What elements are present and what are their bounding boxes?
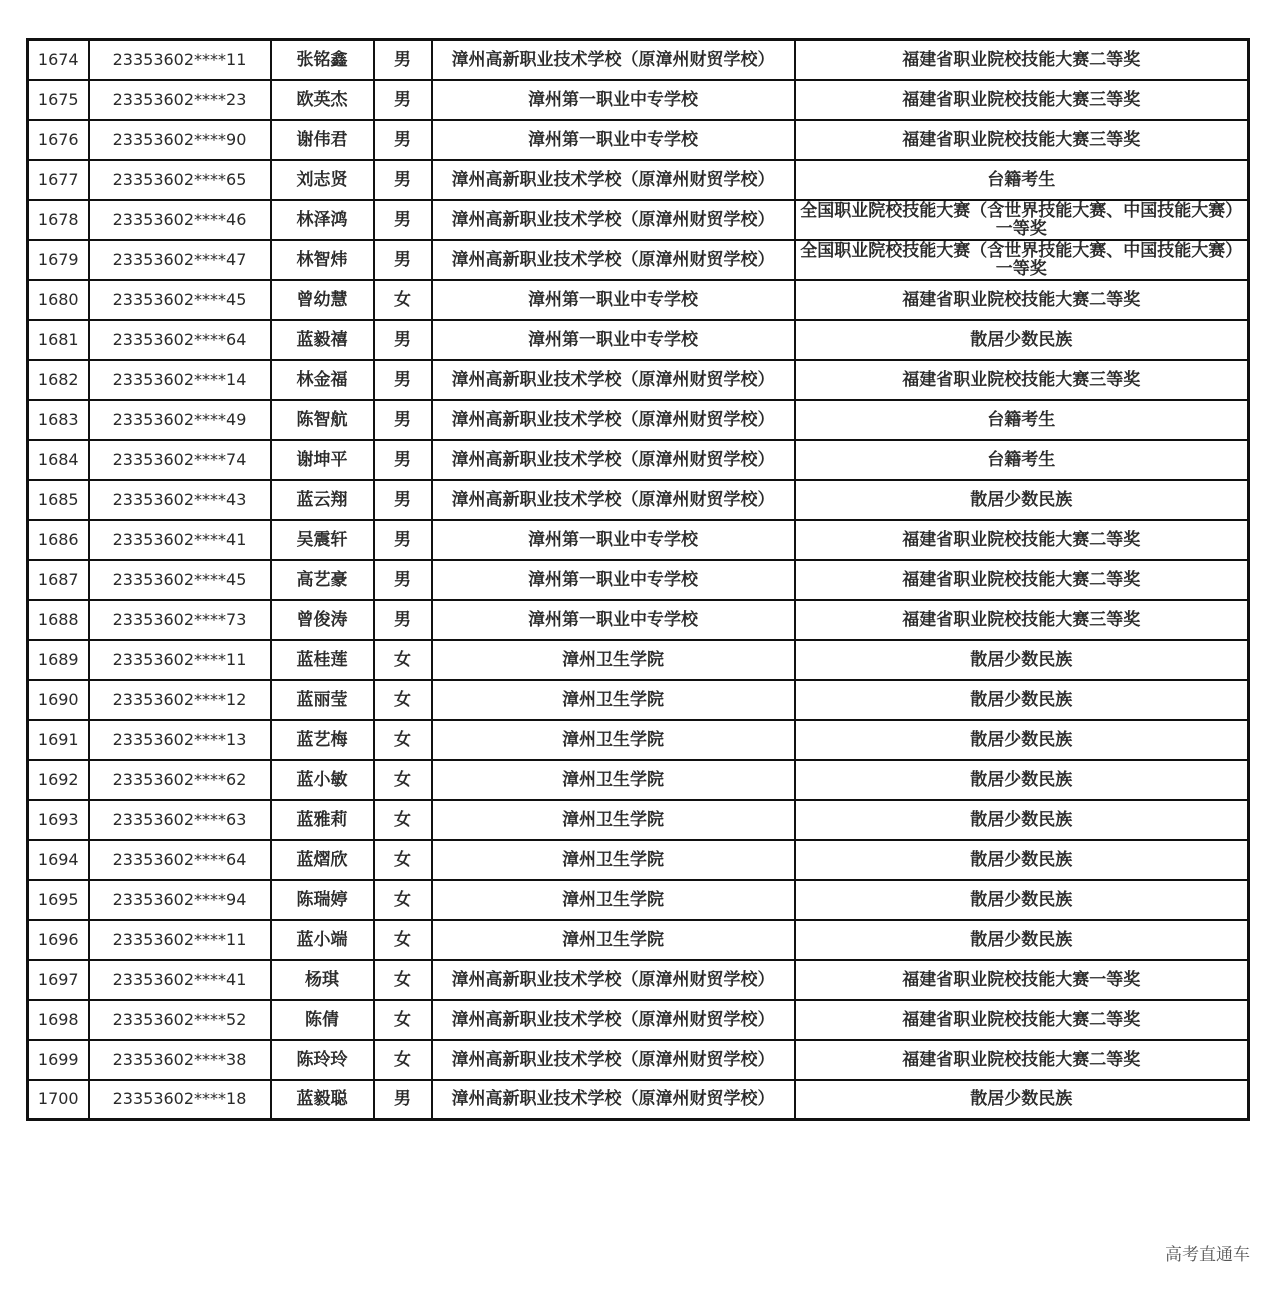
student-name-cell: 谢伟君 xyxy=(271,120,374,160)
seq-cell: 1694 xyxy=(28,840,89,880)
exam-id-cell: 23353602****47 xyxy=(89,240,271,280)
exam-id-cell: 23353602****90 xyxy=(89,120,271,160)
student-name-cell: 蓝丽莹 xyxy=(271,680,374,720)
category-cell: 台籍考生 xyxy=(795,160,1249,200)
school-cell: 漳州卫生学院 xyxy=(432,920,795,960)
exam-id-cell: 23353602****23 xyxy=(89,80,271,120)
school-cell: 漳州高新职业技术学校（原漳州财贸学校） xyxy=(432,160,795,200)
table-row xyxy=(28,640,1249,680)
category-cell: 福建省职业院校技能大赛一等奖 xyxy=(795,960,1249,1000)
table-row xyxy=(28,1000,1249,1040)
table-row xyxy=(28,360,1249,400)
table-row xyxy=(28,240,1249,280)
seq-cell: 1675 xyxy=(28,80,89,120)
category-cell: 散居少数民族 xyxy=(795,840,1249,880)
student-name-cell: 蓝雅莉 xyxy=(271,800,374,840)
gender-cell: 男 xyxy=(374,440,432,480)
table-row xyxy=(28,720,1249,760)
student-name-cell: 蓝熠欣 xyxy=(271,840,374,880)
seq-cell: 1697 xyxy=(28,960,89,1000)
exam-id-cell: 23353602****38 xyxy=(89,1040,271,1080)
seq-cell: 1696 xyxy=(28,920,89,960)
gender-cell: 女 xyxy=(374,280,432,320)
table-row xyxy=(28,400,1249,440)
seq-cell: 1691 xyxy=(28,720,89,760)
gender-cell: 女 xyxy=(374,920,432,960)
exam-id-cell: 23353602****64 xyxy=(89,840,271,880)
student-name-cell: 蓝艺梅 xyxy=(271,720,374,760)
table-row xyxy=(28,1040,1249,1080)
category-cell: 散居少数民族 xyxy=(795,800,1249,840)
seq-cell: 1677 xyxy=(28,160,89,200)
student-name-cell: 蓝毅禧 xyxy=(271,320,374,360)
table-row xyxy=(28,120,1249,160)
student-name-cell: 曾俊涛 xyxy=(271,600,374,640)
school-cell: 漳州卫生学院 xyxy=(432,800,795,840)
category-cell: 散居少数民族 xyxy=(795,1080,1249,1120)
category-cell: 福建省职业院校技能大赛二等奖 xyxy=(795,1000,1249,1040)
category-cell: 福建省职业院校技能大赛二等奖 xyxy=(795,280,1249,320)
roster-table xyxy=(26,38,1250,1121)
category-cell: 台籍考生 xyxy=(795,400,1249,440)
school-cell: 漳州高新职业技术学校（原漳州财贸学校） xyxy=(432,960,795,1000)
exam-id-cell: 23353602****41 xyxy=(89,520,271,560)
exam-id-cell: 23353602****74 xyxy=(89,440,271,480)
exam-id-cell: 23353602****13 xyxy=(89,720,271,760)
gender-cell: 女 xyxy=(374,720,432,760)
category-cell: 散居少数民族 xyxy=(795,480,1249,520)
seq-cell: 1674 xyxy=(28,40,89,80)
exam-id-cell: 23353602****43 xyxy=(89,480,271,520)
exam-id-cell: 23353602****65 xyxy=(89,160,271,200)
student-name-cell: 蓝桂莲 xyxy=(271,640,374,680)
student-name-cell: 陈倩 xyxy=(271,1000,374,1040)
school-cell: 漳州高新职业技术学校（原漳州财贸学校） xyxy=(432,200,795,240)
school-cell: 漳州卫生学院 xyxy=(432,840,795,880)
student-name-cell: 欧英杰 xyxy=(271,80,374,120)
seq-cell: 1699 xyxy=(28,1040,89,1080)
gender-cell: 男 xyxy=(374,520,432,560)
exam-id-cell: 23353602****63 xyxy=(89,800,271,840)
student-name-cell: 蓝小端 xyxy=(271,920,374,960)
gender-cell: 女 xyxy=(374,1040,432,1080)
category-cell: 全国职业院校技能大赛（含世界技能大赛、中国技能大赛）一等奖 xyxy=(795,200,1249,240)
student-name-cell: 林智炜 xyxy=(271,240,374,280)
gender-cell: 女 xyxy=(374,880,432,920)
school-cell: 漳州卫生学院 xyxy=(432,640,795,680)
table-row xyxy=(28,800,1249,840)
seq-cell: 1689 xyxy=(28,640,89,680)
exam-id-cell: 23353602****45 xyxy=(89,560,271,600)
school-cell: 漳州第一职业中专学校 xyxy=(432,120,795,160)
seq-cell: 1688 xyxy=(28,600,89,640)
category-cell: 散居少数民族 xyxy=(795,760,1249,800)
exam-id-cell: 23353602****62 xyxy=(89,760,271,800)
seq-cell: 1698 xyxy=(28,1000,89,1040)
seq-cell: 1686 xyxy=(28,520,89,560)
gender-cell: 男 xyxy=(374,400,432,440)
student-name-cell: 蓝小敏 xyxy=(271,760,374,800)
student-name-cell: 陈智航 xyxy=(271,400,374,440)
category-cell: 散居少数民族 xyxy=(795,920,1249,960)
school-cell: 漳州第一职业中专学校 xyxy=(432,520,795,560)
category-cell: 散居少数民族 xyxy=(795,880,1249,920)
seq-cell: 1700 xyxy=(28,1080,89,1120)
student-name-cell: 杨琪 xyxy=(271,960,374,1000)
student-name-cell: 张铭鑫 xyxy=(271,40,374,80)
school-cell: 漳州高新职业技术学校（原漳州财贸学校） xyxy=(432,480,795,520)
exam-id-cell: 23353602****49 xyxy=(89,400,271,440)
gender-cell: 男 xyxy=(374,160,432,200)
table-row xyxy=(28,480,1249,520)
table-row xyxy=(28,880,1249,920)
category-cell: 散居少数民族 xyxy=(795,680,1249,720)
school-cell: 漳州卫生学院 xyxy=(432,880,795,920)
exam-id-cell: 23353602****12 xyxy=(89,680,271,720)
gender-cell: 男 xyxy=(374,560,432,600)
category-cell: 福建省职业院校技能大赛二等奖 xyxy=(795,560,1249,600)
exam-id-cell: 23353602****94 xyxy=(89,880,271,920)
table-row xyxy=(28,200,1249,240)
exam-id-cell: 23353602****41 xyxy=(89,960,271,1000)
exam-id-cell: 23353602****64 xyxy=(89,320,271,360)
category-cell: 散居少数民族 xyxy=(795,720,1249,760)
table-row xyxy=(28,440,1249,480)
gender-cell: 男 xyxy=(374,320,432,360)
seq-cell: 1680 xyxy=(28,280,89,320)
school-cell: 漳州第一职业中专学校 xyxy=(432,280,795,320)
table-row xyxy=(28,600,1249,640)
category-cell: 散居少数民族 xyxy=(795,320,1249,360)
gender-cell: 女 xyxy=(374,1000,432,1040)
student-name-cell: 吴震轩 xyxy=(271,520,374,560)
gender-cell: 男 xyxy=(374,200,432,240)
table-row xyxy=(28,520,1249,560)
gender-cell: 女 xyxy=(374,680,432,720)
school-cell: 漳州高新职业技术学校（原漳州财贸学校） xyxy=(432,1040,795,1080)
table-row xyxy=(28,40,1249,80)
student-name-cell: 林金福 xyxy=(271,360,374,400)
table-row xyxy=(28,920,1249,960)
gender-cell: 男 xyxy=(374,480,432,520)
gender-cell: 男 xyxy=(374,1080,432,1120)
table-row xyxy=(28,960,1249,1000)
exam-id-cell: 23353602****46 xyxy=(89,200,271,240)
table-row xyxy=(28,760,1249,800)
student-name-cell: 曾幼慧 xyxy=(271,280,374,320)
student-name-cell: 蓝毅聪 xyxy=(271,1080,374,1120)
table-row xyxy=(28,320,1249,360)
category-cell: 福建省职业院校技能大赛三等奖 xyxy=(795,120,1249,160)
gender-cell: 男 xyxy=(374,360,432,400)
roster-body xyxy=(28,40,1249,1120)
school-cell: 漳州高新职业技术学校（原漳州财贸学校） xyxy=(432,440,795,480)
exam-id-cell: 23353602****11 xyxy=(89,640,271,680)
seq-cell: 1695 xyxy=(28,880,89,920)
category-cell: 全国职业院校技能大赛（含世界技能大赛、中国技能大赛）一等奖 xyxy=(795,240,1249,280)
watermark: 高考直通车 xyxy=(1165,1245,1250,1265)
table-row xyxy=(28,560,1249,600)
exam-id-cell: 23353602****18 xyxy=(89,1080,271,1120)
seq-cell: 1683 xyxy=(28,400,89,440)
school-cell: 漳州高新职业技术学校（原漳州财贸学校） xyxy=(432,400,795,440)
seq-cell: 1684 xyxy=(28,440,89,480)
category-cell: 福建省职业院校技能大赛三等奖 xyxy=(795,600,1249,640)
seq-cell: 1682 xyxy=(28,360,89,400)
category-cell: 散居少数民族 xyxy=(795,640,1249,680)
gender-cell: 女 xyxy=(374,760,432,800)
seq-cell: 1676 xyxy=(28,120,89,160)
student-name-cell: 林泽鸿 xyxy=(271,200,374,240)
school-cell: 漳州第一职业中专学校 xyxy=(432,80,795,120)
school-cell: 漳州卫生学院 xyxy=(432,760,795,800)
school-cell: 漳州高新职业技术学校（原漳州财贸学校） xyxy=(432,40,795,80)
table-row xyxy=(28,840,1249,880)
exam-id-cell: 23353602****73 xyxy=(89,600,271,640)
gender-cell: 男 xyxy=(374,80,432,120)
seq-cell: 1690 xyxy=(28,680,89,720)
category-cell: 福建省职业院校技能大赛二等奖 xyxy=(795,1040,1249,1080)
student-name-cell: 蓝云翔 xyxy=(271,480,374,520)
table-row xyxy=(28,280,1249,320)
school-cell: 漳州高新职业技术学校（原漳州财贸学校） xyxy=(432,1080,795,1120)
seq-cell: 1678 xyxy=(28,200,89,240)
gender-cell: 女 xyxy=(374,640,432,680)
seq-cell: 1693 xyxy=(28,800,89,840)
student-name-cell: 陈瑞婷 xyxy=(271,880,374,920)
exam-id-cell: 23353602****14 xyxy=(89,360,271,400)
table-row xyxy=(28,680,1249,720)
exam-id-cell: 23353602****45 xyxy=(89,280,271,320)
table-row xyxy=(28,1080,1249,1120)
seq-cell: 1685 xyxy=(28,480,89,520)
gender-cell: 男 xyxy=(374,240,432,280)
school-cell: 漳州高新职业技术学校（原漳州财贸学校） xyxy=(432,360,795,400)
student-name-cell: 刘志贤 xyxy=(271,160,374,200)
school-cell: 漳州第一职业中专学校 xyxy=(432,600,795,640)
table-row xyxy=(28,160,1249,200)
seq-cell: 1681 xyxy=(28,320,89,360)
school-cell: 漳州高新职业技术学校（原漳州财贸学校） xyxy=(432,1000,795,1040)
category-cell: 福建省职业院校技能大赛三等奖 xyxy=(795,80,1249,120)
gender-cell: 男 xyxy=(374,40,432,80)
school-cell: 漳州卫生学院 xyxy=(432,720,795,760)
gender-cell: 女 xyxy=(374,840,432,880)
gender-cell: 女 xyxy=(374,800,432,840)
category-cell: 福建省职业院校技能大赛二等奖 xyxy=(795,40,1249,80)
exam-id-cell: 23353602****52 xyxy=(89,1000,271,1040)
school-cell: 漳州卫生学院 xyxy=(432,680,795,720)
category-cell: 福建省职业院校技能大赛三等奖 xyxy=(795,360,1249,400)
seq-cell: 1687 xyxy=(28,560,89,600)
student-name-cell: 陈玲玲 xyxy=(271,1040,374,1080)
gender-cell: 男 xyxy=(374,120,432,160)
student-name-cell: 高艺豪 xyxy=(271,560,374,600)
table-row xyxy=(28,80,1249,120)
school-cell: 漳州高新职业技术学校（原漳州财贸学校） xyxy=(432,240,795,280)
student-name-cell: 谢坤平 xyxy=(271,440,374,480)
gender-cell: 男 xyxy=(374,600,432,640)
category-cell: 台籍考生 xyxy=(795,440,1249,480)
exam-id-cell: 23353602****11 xyxy=(89,920,271,960)
category-cell: 福建省职业院校技能大赛二等奖 xyxy=(795,520,1249,560)
seq-cell: 1679 xyxy=(28,240,89,280)
school-cell: 漳州第一职业中专学校 xyxy=(432,320,795,360)
school-cell: 漳州第一职业中专学校 xyxy=(432,560,795,600)
gender-cell: 女 xyxy=(374,960,432,1000)
exam-id-cell: 23353602****11 xyxy=(89,40,271,80)
seq-cell: 1692 xyxy=(28,760,89,800)
